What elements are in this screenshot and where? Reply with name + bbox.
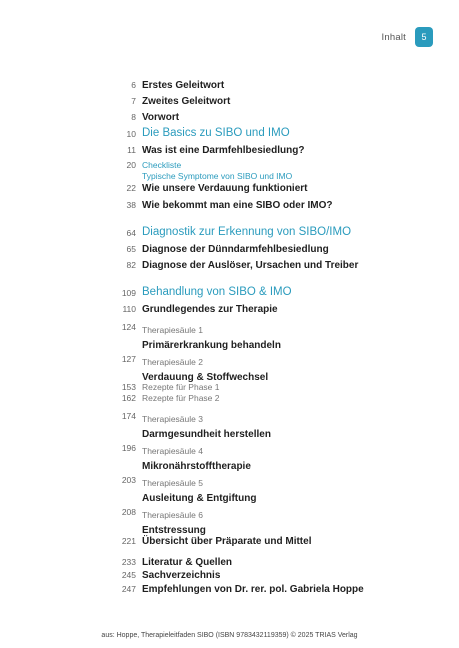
- toc-page-number: 203: [121, 475, 136, 485]
- toc-page-number: 174: [121, 411, 136, 421]
- toc-pillar-label: [142, 322, 281, 354]
- toc-entry-label: Therapiesäule 5: [142, 478, 203, 488]
- toc-page-number: 64: [126, 228, 136, 238]
- toc-page-number: 82: [126, 260, 136, 270]
- toc-page-number: 6: [131, 80, 136, 90]
- toc-page-number: 20: [126, 160, 136, 170]
- toc-entry-sublabel: Typische Symptome von SIBO und IMO: [142, 171, 293, 181]
- toc-page-number: 196: [121, 443, 136, 453]
- toc-entry-sublabel: Verdauung & Stoffwechsel: [142, 372, 269, 383]
- copyright-footer: aus: Hoppe, Therapieleitfaden SIBO (ISBN 9783432119359) © 2025 TRIAS Verlag: [101, 632, 358, 639]
- toc-page-number: 162: [121, 393, 136, 403]
- toc-pillar-label: [142, 475, 256, 507]
- toc-page-number: 110: [122, 304, 136, 314]
- toc-entry-label: Therapiesäule 4: [142, 446, 203, 456]
- toc-entry-label: Wie bekommt man eine SIBO oder IMO?: [142, 200, 333, 211]
- toc-entry-label: Therapiesäule 3: [142, 414, 203, 424]
- toc-entry-label: Therapiesäule 1: [142, 325, 203, 335]
- toc-entry-label: Wie unsere Verdauung funktioniert: [142, 183, 308, 194]
- toc-entry-sublabel: Entstressung: [142, 525, 206, 536]
- toc-page-number: 22: [126, 183, 136, 193]
- toc-entry-label: Was ist eine Darmfehlbesiedlung?: [142, 145, 305, 156]
- toc-page-number: 233: [121, 557, 136, 567]
- toc-entry-label: Vorwort: [142, 112, 180, 123]
- toc-page-number: 245: [121, 570, 136, 580]
- toc-entry-label: Sachverzeichnis: [142, 570, 221, 581]
- toc-pillar-label: [142, 411, 271, 443]
- toc-entry-sublabel: Darmgesundheit herstellen: [142, 429, 271, 440]
- toc-entry-label: Rezepte für Phase 1: [142, 382, 220, 392]
- toc-page-number: 10: [126, 129, 136, 139]
- toc-pillar-label: [142, 507, 206, 539]
- toc-page-number: 127: [121, 354, 136, 364]
- toc-page-number: 221: [121, 536, 136, 546]
- toc-entry-label: Diagnose der Dünndarmfehlbesiedlung: [142, 244, 329, 255]
- toc-section-label: Diagnostik zur Erkennung von SIBO/IMO: [142, 226, 352, 238]
- page-number-badge: 5: [415, 27, 433, 47]
- toc-entry-label: Übersicht über Präparate und Mittel: [142, 536, 312, 547]
- toc-page-number: 247: [121, 584, 136, 594]
- toc-entry-sublabel: Ausleitung & Entgiftung: [142, 493, 257, 504]
- toc-entry-label: Checkliste: [142, 160, 182, 170]
- toc-page-number: 65: [126, 244, 136, 254]
- toc-entry-label: Zweites Geleitwort: [142, 96, 231, 107]
- toc-checklist-label: [142, 160, 292, 182]
- toc-entry-label: Empfehlungen von Dr. rer. pol. Gabriela Hoppe: [142, 584, 364, 595]
- toc-entry-label: Grundlegendes zur Therapie: [142, 304, 278, 315]
- toc-entry-label: Diagnose der Auslöser, Ursachen und Treiber: [142, 260, 359, 271]
- toc-pillar-label: [142, 443, 251, 475]
- toc-entry-label: Rezepte für Phase 2: [142, 393, 220, 403]
- toc-page-number: 8: [131, 112, 136, 122]
- toc-page-number: 109: [121, 288, 136, 298]
- toc-section-label: Behandlung von SIBO & IMO: [142, 286, 292, 298]
- toc-entry-label: Therapiesäule 2: [142, 357, 203, 367]
- toc-entry-label: Therapiesäule 6: [142, 510, 203, 520]
- toc-entry-label: Erstes Geleitwort: [142, 80, 225, 91]
- toc-page-number: 11: [127, 145, 136, 155]
- toc-page-number: 38: [126, 200, 136, 210]
- toc-entry-sublabel: Primärerkrankung behandeln: [142, 340, 281, 351]
- toc-page-number: 7: [131, 96, 136, 106]
- toc-page-number: 208: [121, 507, 136, 517]
- toc-page-number: 153: [121, 382, 136, 392]
- toc-entry-sublabel: Mikronährstofftherapie: [142, 461, 251, 472]
- header-title: Inhalt: [381, 31, 406, 43]
- toc-page-number: 124: [121, 322, 136, 332]
- toc-section-label: Die Basics zu SIBO und IMO: [142, 127, 290, 139]
- toc-entry-label: Literatur & Quellen: [142, 557, 233, 568]
